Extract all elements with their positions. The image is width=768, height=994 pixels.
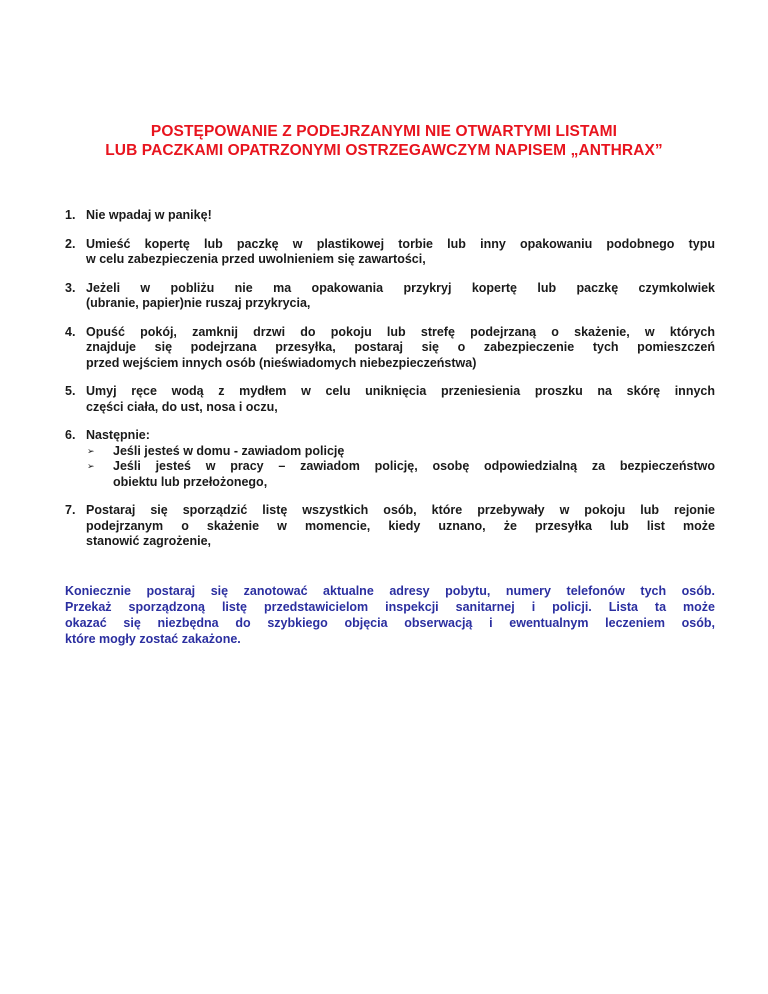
item-text: stanowić zagrożenie,: [86, 534, 212, 548]
sub-list-item: [86, 444, 715, 460]
item-number: 7.: [65, 503, 76, 517]
list-item: [65, 281, 715, 312]
item-text: podejrzanym o skażenie w momencie, kiedy uznano, że przesyłka lub list może: [86, 518, 715, 533]
note-line: które mogły zostać zakażone.: [65, 632, 241, 646]
item-number: 5.: [65, 384, 76, 398]
list-item: [65, 208, 715, 224]
item-number: 2.: [65, 236, 76, 251]
list-item: [65, 428, 715, 490]
sub-item-text: obiektu lub przełożonego,: [113, 474, 268, 489]
sub-list-item: [86, 459, 715, 490]
arrow-bullet-icon: ➢: [87, 445, 95, 456]
note-line: Przekaż sporządzoną listę przedstawicielom inspekcji sanitarnej i policji. Lista ta może: [65, 600, 715, 614]
note-line: okazać się niezbędna do szybkiego objęcia obserwacją i ewentualnym leczeniem osób,: [65, 616, 715, 630]
sub-item-text: Jeśli jesteś w domu - zawiadom policję: [113, 443, 345, 458]
note-line: Koniecznie postaraj się zanotować aktualne adresy pobytu, numery telefonów tych osób.: [65, 584, 715, 598]
document-title: [60, 122, 708, 160]
item-text: przed wejściem innych osób (nieświadomych niebezpieczeństwa): [86, 355, 477, 370]
title-line-2: LUB PACZKAMI OPATRZONYMI OSTRZEGAWCZYM NAPISEM „ANTHRAX”: [105, 142, 663, 159]
item-number: 4.: [65, 324, 76, 339]
item-text: Następnie:: [86, 428, 150, 442]
item-text: Nie wpadaj w panikę!: [86, 208, 212, 222]
item-number: 3.: [65, 280, 76, 295]
sub-item-text: Jeśli jesteś w pracy – zawiadom policję, osobę odpowiedzialną za bezpieczeństwo: [113, 459, 715, 473]
item-text: Jeżeli w pobliżu nie ma opakowania przykryj kopertę lub paczkę czymkolwiek: [86, 280, 715, 295]
instruction-list: [65, 208, 715, 563]
item-text: Opuść pokój, zamknij drzwi do pokoju lub strefę podejrzaną o skażenie, w których: [86, 324, 715, 339]
sub-list: [86, 444, 715, 491]
important-note: [65, 583, 715, 647]
arrow-bullet-icon: ➢: [87, 461, 95, 471]
list-item: [65, 325, 715, 372]
item-text: Umyj ręce wodą z mydłem w celu uniknięcia przeniesienia proszku na skórę innych: [86, 384, 715, 398]
list-item: [65, 384, 715, 415]
item-text: Postaraj się sporządzić listę wszystkich osób, które przebywały w pokoju lub rejonie: [86, 503, 715, 517]
item-text: części ciała, do ust, nosa i oczu,: [86, 399, 278, 414]
item-text: (ubranie, papier)nie ruszaj przykrycia,: [86, 296, 311, 310]
item-number: 6.: [65, 428, 76, 442]
item-number: 1.: [65, 208, 76, 222]
item-text: Umieść kopertę lub paczkę w plastikowej torbie lub inny opakowaniu podobnego typu: [86, 236, 715, 251]
list-item: [65, 503, 715, 550]
list-item: [65, 237, 715, 268]
title-line-1: POSTĘPOWANIE Z PODEJRZANYMI NIE OTWARTYMI LISTAMI: [150, 123, 618, 140]
item-text: znajduje się podejrzana przesyłka, postaraj się o zabezpieczenie tych pomieszczeń: [86, 340, 715, 354]
item-text: w celu zabezpieczenia przed uwolnieniem się zawartości,: [86, 252, 426, 266]
